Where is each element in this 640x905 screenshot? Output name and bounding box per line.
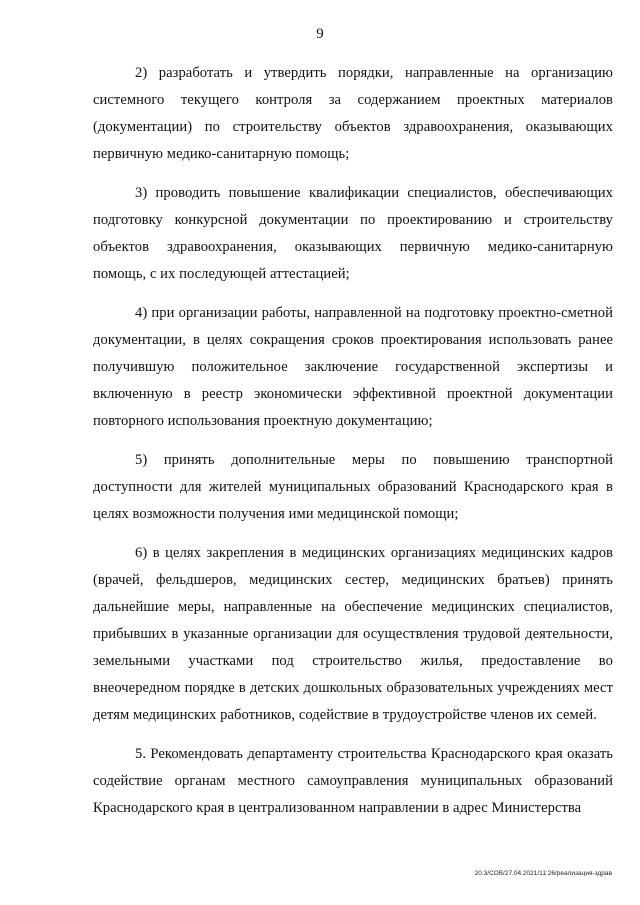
paragraph-item-2: 2) разработать и утвердить порядки, направленные на организацию системного текущего контроля за содержанием проектных материалов (документации) по строительству объектов здравоохранения, оказывающих первичную медико-санитарную помощь; [93, 65, 613, 162]
paragraph-item-6: 6) в целях закрепления в медицинских организациях медицинских кадров (врачей, фельдшеров, медицинских сестер, медицинских братьев) принять дальнейшие меры, направленные на обеспечение медицинских специалистов, прибывших в указанные организации для осуществления трудовой деятельности, земельными участками под строительство жилья, предоставление во внеочередном порядке в детских дошкольных образовательных учреждениях мест детям медицинских работников, содействие в трудоустройстве членов их семей. [93, 545, 613, 723]
paragraph-item-3: 3) проводить повышение квалификации специалистов, обеспечивающих подготовку конкурсной документации по проектированию и строительству объектов здравоохранения, оказывающих первичную медико-санитарную помощь, с их последующей аттестацией; [93, 185, 613, 282]
page-number: 9 [316, 26, 324, 42]
paragraph-item-5: 5) принять дополнительные меры по повышению транспортной доступности для жителей муниципальных образований Краснодарского края в целях возможности получения ими медицинской помощи; [93, 452, 613, 522]
footer-document-code: 20.3/СОВ/27.04.2021/11:26/реализация-здрав [474, 870, 612, 877]
document-body [93, 60, 613, 834]
paragraph-section-5: 5. Рекомендовать департаменту строительства Краснодарского края оказать содействие органам местного самоуправления муниципальных образований Краснодарского края в централизованном направлении в адрес Министерства [93, 746, 613, 816]
paragraph-item-4: 4) при организации работы, направленной на подготовку проектно-сметной документации, в целях сокращения сроков проектирования использовать ранее получившую положительное заключение государственной экспертизы и включенную в реестр экономически эффективной проектной документации повторного использования проектную документацию; [93, 305, 613, 429]
